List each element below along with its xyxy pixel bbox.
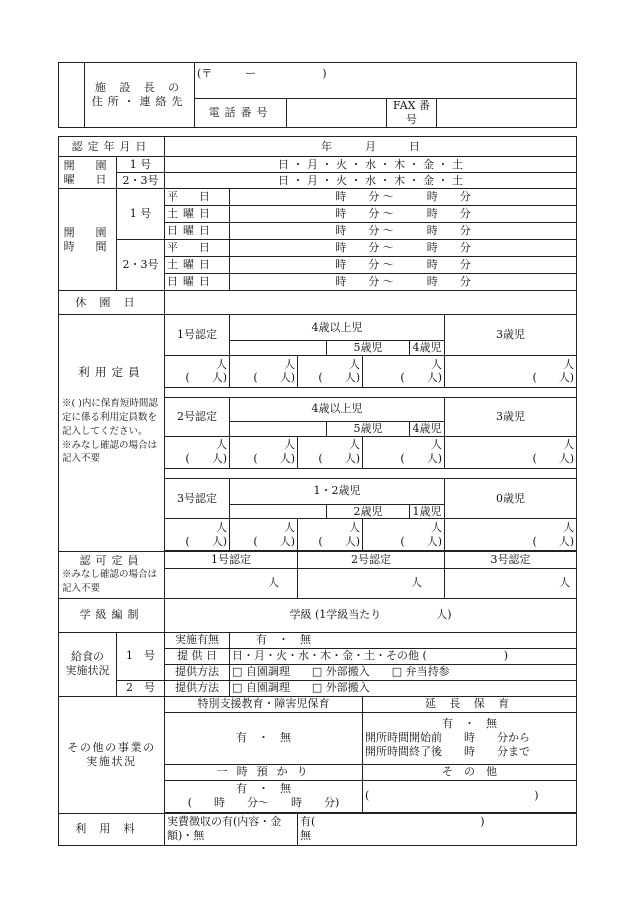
open-days-options-2[interactable]: 日 ・ 月 ・ 火 ・ 水 ・ 木 ・ 金 ・ 土 (165, 173, 577, 189)
meal-item-label: 提供方法 (165, 680, 230, 696)
meal-item-value[interactable]: □ 自園調理 □ 外部搬入 □ 弁当持参 (230, 664, 577, 680)
other-services-label-1: その他の事業の (67, 740, 156, 754)
unit-paren: ( 人) (253, 371, 295, 385)
fees-item: 実費徴収の有(内容・金額)・無 (165, 813, 298, 845)
blank-cell (230, 504, 327, 519)
special-title: 特別支援教育・障害児保育 (165, 696, 363, 712)
age-group-label: 4歳以上児 (230, 397, 445, 421)
temp-title: 一 時 預 か り (165, 764, 363, 780)
age-sub2-label: 1歳児 (410, 504, 445, 519)
capacity-input[interactable] (298, 355, 363, 387)
extended-end: 開所時間終了後 時 分まで (365, 744, 530, 758)
capacity-input[interactable] (165, 436, 230, 468)
meals-label-2: 実施状況 (65, 664, 110, 678)
fees-value: 有( ) (300, 815, 485, 829)
cert-label: 2号認定 (165, 397, 230, 436)
unit-person: 人 (349, 521, 360, 534)
capacity-input[interactable] (165, 519, 230, 551)
capacity-input[interactable] (230, 519, 298, 551)
temp-time: ( 時 分〜 時 分) (187, 796, 340, 810)
postal-code-prefix: (〒 ー ) (197, 67, 327, 80)
approved-capacity-label: 認可定員 (79, 554, 144, 568)
hours-field[interactable]: 時 分 〜 時 分 (230, 257, 577, 274)
meal-item-value[interactable]: 有 ・ 無 (230, 632, 577, 648)
unit-paren: ( 人) (185, 534, 227, 548)
unit-person: 人 (431, 521, 442, 534)
fees-label: 利用料 (59, 813, 165, 845)
age-sub1-label: 5歳児 (327, 341, 410, 356)
meals-label-1: 給食の (71, 650, 104, 664)
closed-days-field[interactable] (165, 291, 577, 315)
unit-paren: ( 人) (318, 452, 360, 465)
meal-item-label: 提 供 日 (165, 648, 230, 664)
unit-paren: ( 人) (532, 452, 575, 465)
capacity-input[interactable] (445, 436, 577, 468)
spacer (165, 387, 577, 397)
meals-group-2: 2 号 (117, 680, 165, 696)
unit-person: 人 (431, 357, 442, 371)
unit-person: 人 (349, 438, 360, 452)
unit-paren: ( 人) (400, 534, 442, 548)
phone-field[interactable] (287, 99, 387, 128)
extended-start: 開所時間開始前 時 分から (365, 731, 530, 745)
open-days-type-1: 1 号 (117, 157, 165, 173)
open-days-type-2: 2・3号 (117, 173, 165, 189)
open-days-label-1: 開 園 (63, 158, 112, 172)
cert-label: 1号認定 (165, 315, 230, 356)
unit-paren: ( 人) (532, 534, 575, 548)
hours-field[interactable]: 時 分 〜 時 分 (230, 189, 577, 206)
unit-person: 人 (216, 438, 227, 452)
hours-field[interactable]: 時 分 〜 時 分 (230, 274, 577, 291)
open-days-options-1[interactable]: 日 ・ 月 ・ 火 ・ 水 ・ 木 ・ 金 ・ 土 (165, 157, 577, 173)
open-hours-group-2: 2・3号 (117, 240, 165, 291)
capacity-input[interactable] (363, 519, 445, 551)
open-hours-group-1: 1 号 (117, 189, 165, 240)
day-type-weekday: 平 日 (165, 189, 230, 206)
extended-value: 有 ・ 無 (442, 717, 498, 731)
hours-field[interactable]: 時 分 〜 時 分 (230, 206, 577, 223)
cert-date-value[interactable]: 年 月 日 (165, 137, 577, 157)
unit-paren: ( 人) (400, 371, 442, 385)
open-hours-label (59, 189, 117, 291)
unit-paren: ( 人) (185, 371, 227, 385)
approved-input-1[interactable]: 人 (165, 569, 298, 598)
closed-days-label: 休園日 (59, 291, 165, 315)
age-group-label: 4歳以上児 (230, 315, 445, 341)
age-sub2-label: 4歳児 (410, 421, 445, 436)
day-type-sunday: 日曜日 (165, 223, 230, 240)
unit-person: 人 (563, 357, 575, 371)
unit-paren: ( 人) (532, 371, 575, 385)
meals-group-1: 1 号 (117, 632, 165, 680)
classes-value[interactable]: 学級 (1学級当たり 人) (165, 598, 577, 632)
age-last-label: 3歳児 (445, 397, 577, 436)
capacity-note-2: ※みなし確認の場合は記入不要 (62, 439, 158, 465)
capacity-input[interactable] (230, 355, 298, 387)
open-days-label (59, 157, 117, 189)
unit-person: 人 (349, 357, 360, 371)
capacity-input[interactable] (298, 519, 363, 551)
others-title: そ の 他 (363, 764, 577, 780)
unit-paren: ( 人) (318, 534, 360, 548)
age-group-label: 1・2歳児 (230, 478, 445, 504)
fees-value-cell[interactable] (298, 813, 577, 845)
meal-item-label: 提供方法 (165, 664, 230, 680)
other-services-label-2: 実施状況 (86, 754, 137, 768)
open-hours-label-1: 開 園 (63, 225, 112, 239)
other-services-label (59, 696, 165, 813)
hours-field[interactable]: 時 分 〜 時 分 (230, 240, 577, 257)
day-type-saturday: 土曜日 (165, 257, 230, 274)
temp-cell[interactable] (165, 780, 363, 812)
special-value[interactable]: 有 ・ 無 (165, 712, 363, 764)
day-type-saturday: 土曜日 (165, 206, 230, 223)
hours-field[interactable]: 時 分 〜 時 分 (230, 223, 577, 240)
extended-cell[interactable] (363, 712, 577, 764)
blank-cell (230, 341, 327, 356)
capacity-note-1: ※( )内に保育短時間認定に係る利用定員数を記入してください。 (62, 398, 158, 437)
phone-label: 電話番号 (195, 99, 287, 128)
address-field[interactable] (195, 63, 577, 99)
facility-info-table (58, 136, 577, 846)
approved-col-3: 3号認定 (445, 552, 577, 569)
unit-person: 人 (563, 438, 575, 452)
open-hours-label-2: 時 間 (63, 239, 112, 253)
temp-value: 有 ・ 無 (236, 782, 291, 796)
approved-capacity-note: ※みなし確認の場合は記入不要 (62, 569, 158, 594)
extended-title: 延 長 保 育 (363, 696, 577, 712)
unit-paren: ( 人) (400, 452, 442, 465)
unit-person: 人 (563, 521, 575, 534)
day-type-weekday: 平 日 (165, 240, 230, 257)
blank-cell (230, 421, 327, 436)
age-sub1-label: 5歳児 (327, 421, 410, 436)
capacity-input[interactable] (363, 355, 445, 387)
fees-value-none: 無 (300, 829, 311, 843)
meal-item-value[interactable]: □ 自園調理 □ 外部搬入 (230, 680, 577, 696)
others-value[interactable]: ( ) (363, 780, 577, 812)
unit-person: 人 (284, 438, 295, 452)
unit-paren: ( 人) (185, 452, 227, 465)
capacity-input[interactable] (230, 436, 298, 468)
unit-paren: ( 人) (253, 534, 295, 548)
day-type-sunday: 日曜日 (165, 274, 230, 291)
age-sub2-label: 4歳児 (410, 341, 445, 356)
unit-paren: ( 人) (253, 452, 295, 465)
age-last-label: 3歳児 (445, 315, 577, 356)
classes-label: 学級編制 (59, 598, 165, 632)
unit-person: 人 (216, 521, 227, 534)
director-label (85, 63, 195, 128)
open-days-label-2: 曜 日 (63, 172, 112, 186)
director-label-line2: 住所・連絡先 (91, 94, 188, 108)
blank-cell (59, 63, 85, 128)
cert-label: 3号認定 (165, 478, 230, 519)
cert-date-label: 認定年月日 (59, 137, 165, 157)
approved-col-1: 1号認定 (165, 552, 298, 569)
unit-person: 人 (431, 438, 442, 452)
capacity-label: 利用定員 (78, 365, 145, 379)
meals-label (59, 632, 117, 696)
approved-capacity-label-cell (59, 552, 165, 598)
meal-item-value[interactable]: 日・月・火・水・木・金・土・その他 ( ) (230, 648, 577, 664)
director-contact-table (58, 62, 577, 128)
unit-person: 人 (216, 357, 227, 371)
capacity-input[interactable] (445, 519, 577, 551)
approved-col-2: 2号認定 (298, 552, 445, 569)
capacity-input[interactable] (165, 355, 230, 387)
meal-item-label: 実施有無 (165, 632, 230, 648)
fax-field[interactable] (437, 99, 577, 128)
unit-paren: ( 人) (318, 371, 360, 385)
age-sub1-label: 2歳児 (327, 504, 410, 519)
unit-person: 人 (284, 521, 295, 534)
capacity-input[interactable] (363, 436, 445, 468)
director-label-line1: 施 設 長 の (94, 81, 185, 94)
capacity-label-cell (59, 315, 165, 552)
age-last-label: 0歳児 (445, 478, 577, 519)
capacity-input[interactable] (298, 436, 363, 468)
approved-input-2[interactable]: 人 (298, 569, 445, 598)
spacer (165, 468, 577, 478)
unit-person: 人 (284, 357, 295, 371)
capacity-input[interactable] (445, 355, 577, 387)
fax-label: FAX 番号 (387, 99, 437, 128)
approved-input-3[interactable]: 人 (445, 569, 577, 598)
